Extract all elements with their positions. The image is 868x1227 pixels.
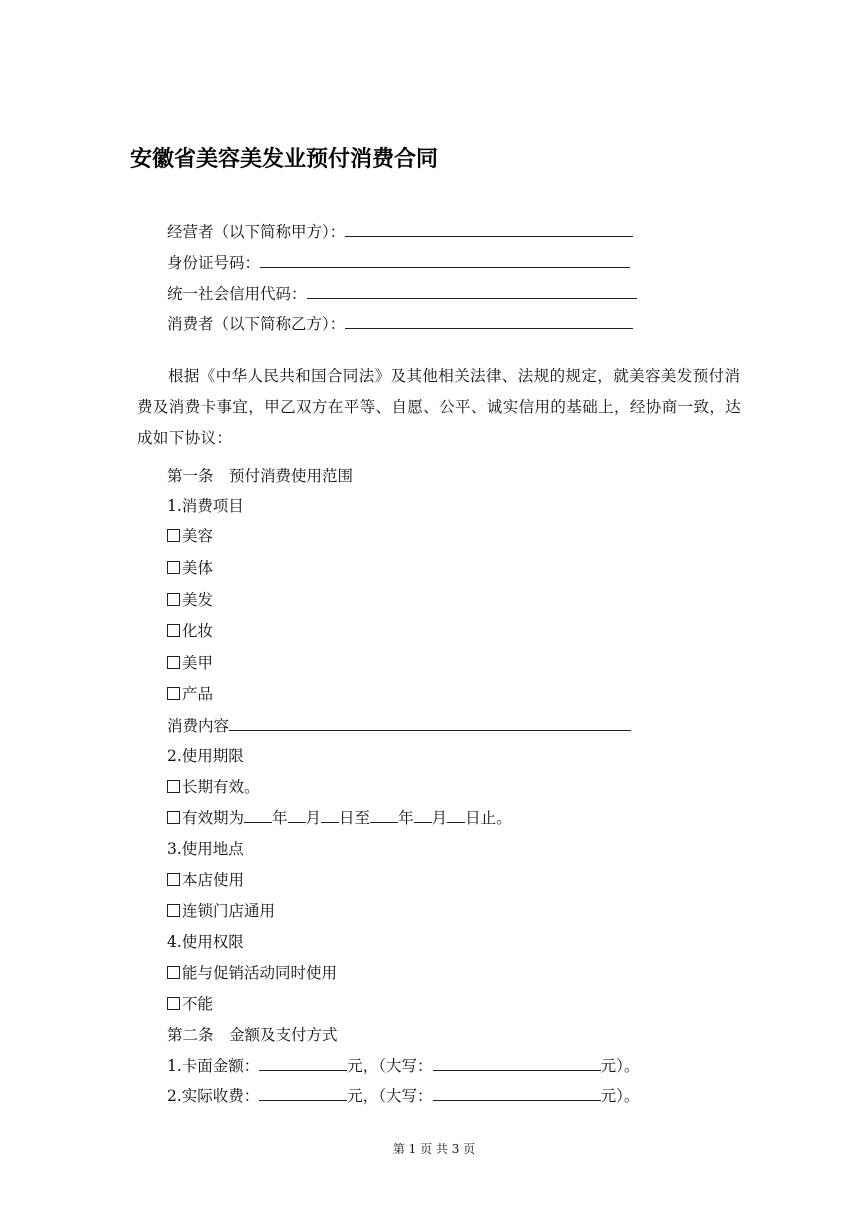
page-footer: 第 1 页 共 3 页 bbox=[392, 1142, 476, 1156]
actual-charge-field[interactable] bbox=[259, 1086, 347, 1101]
checkbox[interactable] bbox=[167, 624, 180, 637]
option-with-promotion: 能与促销活动同时使用 bbox=[167, 963, 337, 983]
article2-heading: 第二条 金额及支付方式 bbox=[167, 1026, 338, 1044]
option-body: 美体 bbox=[167, 558, 213, 578]
checkbox[interactable] bbox=[167, 997, 180, 1010]
consumer-field[interactable] bbox=[345, 314, 633, 329]
option-beauty: 美容 bbox=[167, 526, 213, 546]
start-year-field[interactable] bbox=[244, 808, 272, 823]
face-amount-line: 1.卡面金额： 元，（大写： 元）。 bbox=[167, 1057, 640, 1075]
operator-line bbox=[167, 222, 633, 242]
start-day-field[interactable] bbox=[321, 808, 339, 823]
option-hair: 美发 bbox=[167, 590, 213, 610]
credit-code-line bbox=[167, 284, 637, 304]
item-use-rights: 4.使用权限 bbox=[167, 933, 244, 951]
actual-charge-words-field[interactable] bbox=[433, 1086, 601, 1101]
checkbox[interactable] bbox=[167, 593, 180, 606]
face-amount-words-field[interactable] bbox=[433, 1056, 601, 1071]
checkbox[interactable] bbox=[167, 904, 180, 917]
operator-field[interactable] bbox=[345, 222, 633, 237]
checkbox[interactable] bbox=[167, 811, 180, 824]
consumer-line bbox=[167, 314, 633, 334]
item-use-period: 2.使用期限 bbox=[167, 747, 244, 765]
checkbox[interactable] bbox=[167, 561, 180, 574]
intro-paragraph: 根据《中华人民共和国合同法》及其他相关法律、法规的规定，就美容美发预付消费及消费卡事宜，甲乙双方在平等、自愿、公平、诚实信用的基础上，经协商一致，达成如下协议： bbox=[137, 367, 742, 447]
item-consume-project: 1.消费项目 bbox=[167, 497, 244, 515]
id-number-field[interactable] bbox=[260, 253, 630, 268]
option-valid-period: 有效期为 年 月 日至 年 月 日止。 bbox=[167, 808, 512, 828]
option-chain-stores: 连锁门店通用 bbox=[167, 901, 275, 921]
option-products: 产品 bbox=[167, 684, 213, 704]
id-number-line bbox=[167, 253, 630, 273]
face-amount-field[interactable] bbox=[259, 1056, 347, 1071]
checkbox[interactable] bbox=[167, 966, 180, 979]
option-nails: 美甲 bbox=[167, 653, 213, 673]
page-title: 安徽省美容美发业预付消费合同 bbox=[130, 147, 439, 172]
checkbox[interactable] bbox=[167, 529, 180, 542]
end-day-field[interactable] bbox=[447, 808, 465, 823]
end-year-field[interactable] bbox=[370, 808, 398, 823]
option-this-store: 本店使用 bbox=[167, 870, 244, 890]
actual-charge-line: 2.实际收费： 元，（大写： 元）。 bbox=[167, 1087, 640, 1105]
start-month-field[interactable] bbox=[288, 808, 306, 823]
checkbox[interactable] bbox=[167, 873, 180, 886]
consumer-label: 消费者（以下简称乙方）： bbox=[167, 315, 346, 333]
checkbox[interactable] bbox=[167, 687, 180, 700]
content-line bbox=[167, 716, 631, 736]
id-number-label: 身份证号码： bbox=[167, 254, 261, 272]
credit-code-label: 统一社会信用代码： bbox=[167, 285, 307, 303]
option-long-term: 长期有效。 bbox=[167, 777, 260, 797]
option-cannot: 不能 bbox=[167, 994, 213, 1014]
option-makeup: 化妆 bbox=[167, 621, 213, 641]
credit-code-field[interactable] bbox=[307, 284, 637, 299]
article1-heading: 第一条 预付消费使用范围 bbox=[167, 467, 354, 485]
checkbox[interactable] bbox=[167, 780, 180, 793]
content-field[interactable] bbox=[229, 716, 631, 731]
checkbox[interactable] bbox=[167, 656, 180, 669]
operator-label: 经营者（以下简称甲方）： bbox=[167, 223, 346, 241]
end-month-field[interactable] bbox=[414, 808, 432, 823]
item-use-location: 3.使用地点 bbox=[167, 840, 244, 858]
content-label: 消费内容 bbox=[167, 717, 230, 735]
